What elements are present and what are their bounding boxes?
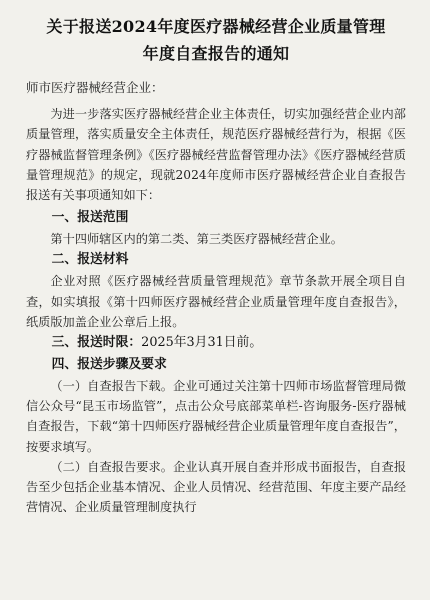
section-3-line [26, 332, 406, 354]
step-1-text: 企业可通过关注第十四师市场监督管理局微信公众号“昆玉市场监管”，点击公众号底部菜单栏-咨询服务-医疗器械自查报告，下载“第十四师医疗器械经营企业质量管理年度自查报告”，按要求填写。 [26, 379, 407, 454]
section-4-heading: 四、报送步骤及要求 [51, 357, 167, 373]
section-3-heading: 三、报送时限： [51, 335, 142, 351]
intro-paragraph: 为进一步落实医疗器械经营企业主体责任，切实加强经营企业内部质量管理，落实质量安全主体责任，规范医疗器械经营行为，根据《医疗器械监督管理条例》《医疗器械经营监督管理办法》《医疗器械经营质量管理规范》的规定，现就2024年度师市医疗器械经营企业自查报告报送有关事项通知如下： [26, 107, 406, 203]
section-2-text: 企业对照《医疗器械经营质量管理规范》章节条款开展全项目自查，如实填报《第十四师医疗器械经营企业质量管理年度自查报告》，纸质版加盖企业公章后上报。 [26, 274, 406, 329]
section-2-heading: 二、报送材料 [51, 252, 129, 268]
section-3-text: 2025年3月31日前。 [141, 335, 263, 351]
title-line-1: 关于报送2024年度医疗器械经营企业质量管理 [46, 17, 386, 36]
section-1-text: 第十四师辖区内的第二类、第三类医疗器械经营企业。 [50, 232, 343, 247]
step-1-label: （一）自查报告下载。 [50, 379, 174, 394]
step-2-text: 企业认真开展自查并形成书面报告，自查报告至少包括企业基本情况、企业人员情况、经营范围、年度主要产品经营情况、企业质量管理制度执行 [26, 459, 407, 515]
step-2-label: （二）自查报告要求。 [50, 459, 174, 474]
step-2-paragraph [26, 457, 406, 518]
salutation: 师市医疗器械经营企业： [26, 80, 164, 95]
section-1-heading: 一、报送范围 [51, 210, 129, 226]
document-title [26, 13, 406, 67]
step-1-paragraph [26, 376, 406, 457]
title-line-2: 年度自查报告的通知 [142, 44, 290, 63]
